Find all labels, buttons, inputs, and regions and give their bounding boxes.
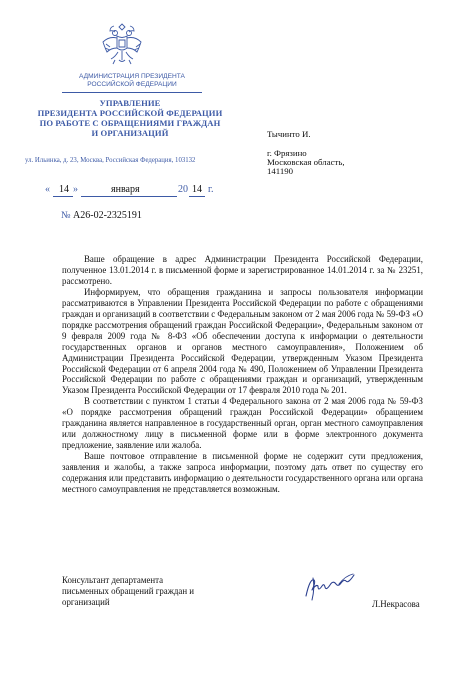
signatory-title-line3: организаций — [62, 597, 110, 607]
date-close-quote: » — [73, 184, 78, 195]
department-title-line4: И ОРГАНИЗАЦИЙ — [91, 128, 169, 138]
department-title-line1: УПРАВЛЕНИЕ — [99, 98, 161, 108]
handwritten-signature — [303, 570, 361, 604]
date-month: января — [111, 184, 140, 195]
letter-date — [45, 184, 265, 198]
recipient-postcode: 141190 — [267, 166, 294, 176]
administration-name-line1: АДМИНИСТРАЦИЯ ПРЕЗИДЕНТА — [79, 73, 185, 80]
reference-number-value: А26-02-2325191 — [73, 210, 142, 221]
signatory-title — [62, 575, 194, 608]
recipient-name: Тычинто И. — [267, 129, 311, 139]
date-year-marker: г. — [208, 184, 214, 195]
reference-number — [61, 210, 142, 221]
signatory-title-line1: Консультант департамента — [62, 575, 164, 585]
letterhead-divider — [62, 92, 202, 93]
date-year-underline — [189, 196, 205, 197]
department-title-line2: ПРЕЗИДЕНТА РОССИЙСКОЙ ФЕДЕРАЦИИ — [37, 108, 223, 118]
letterhead-address: ул. Ильинка, д. 23, Москва, Российская Федерация, 103132 — [25, 157, 196, 164]
department-title-line3: ПО РАБОТЕ С ОБРАЩЕНИЯМИ ГРАЖДАН — [39, 118, 221, 128]
date-open-quote: « — [45, 184, 50, 195]
date-day-underline — [53, 196, 73, 197]
body-paragraph: Ваше обращение в адрес Администрации Президента Российской Федерации, полученное 13.01.2014 г. в письменной форме и зарегистрированное 14.01.2014 г. за № 23251, рассмотрено. — [62, 254, 423, 286]
signer-name: Л.Некрасова — [372, 599, 420, 609]
recipient-region: Московская область, — [267, 157, 345, 167]
date-day: 14 — [59, 184, 69, 195]
date-month-underline — [81, 196, 177, 197]
body-paragraph: В соответствии с пунктом 1 статьи 4 Федерального закона от 2 мая 2006 года № 59-ФЗ «О порядке рассмотрения обращений граждан Российской Федерации» обращением гражданина является направленное в государственный орган, орган местного самоуправления или должностному лицу в письменной форме или в форме электронного документа предложение, заявление или жалоба. — [62, 396, 423, 451]
body-paragraph: Ваше почтовое отправление в письменной форме не содержит сути предложения, заявления и жалобы, а также запроса информации, поэтому дать ответ по существу его содержания или представить информацию о деятельности государственного органа или органа местного самоуправления не представляется возможным. — [62, 451, 423, 495]
date-year-prefix: 20 — [178, 184, 188, 195]
state-emblem-icon — [100, 20, 144, 66]
recipient-city: г. Фрязино — [267, 148, 307, 158]
signatory-title-line2: письменных обращений граждан и — [62, 586, 195, 596]
administration-name-line2: РОССИЙСКОЙ ФЕДЕРАЦИИ — [87, 81, 177, 88]
body-paragraph: Информируем, что обращения гражданина и запросы пользователя информации рассматриваются в Управлении Президента Российской Федерации по работе с обращениями граждан и организаций в соответствии с Федеральным законом от 2 мая 2006 года № 59-ФЗ «О порядке рассмотрения обращений граждан Российской Федерации», Федеральным законом от 9 февраля 2009 года № 8-ФЗ «Об обеспечении доступа к информации о деятельности государственных органов и органов местного самоуправления», Положением об Администрации Президента Российской Федерации, утвержденным Указом Президента Российской Федерации от 6 апреля 2004 года № 490, Положением об Управлении Президента Российской Федерации по работе с обращениями граждан и организаций, утвержденным Указом Президента Российской Федерации от 17 февраля 2010 года № 201. — [62, 286, 423, 396]
letter-body — [62, 254, 423, 495]
number-sign: № — [61, 210, 71, 221]
date-year-suffix: 14 — [192, 184, 202, 195]
